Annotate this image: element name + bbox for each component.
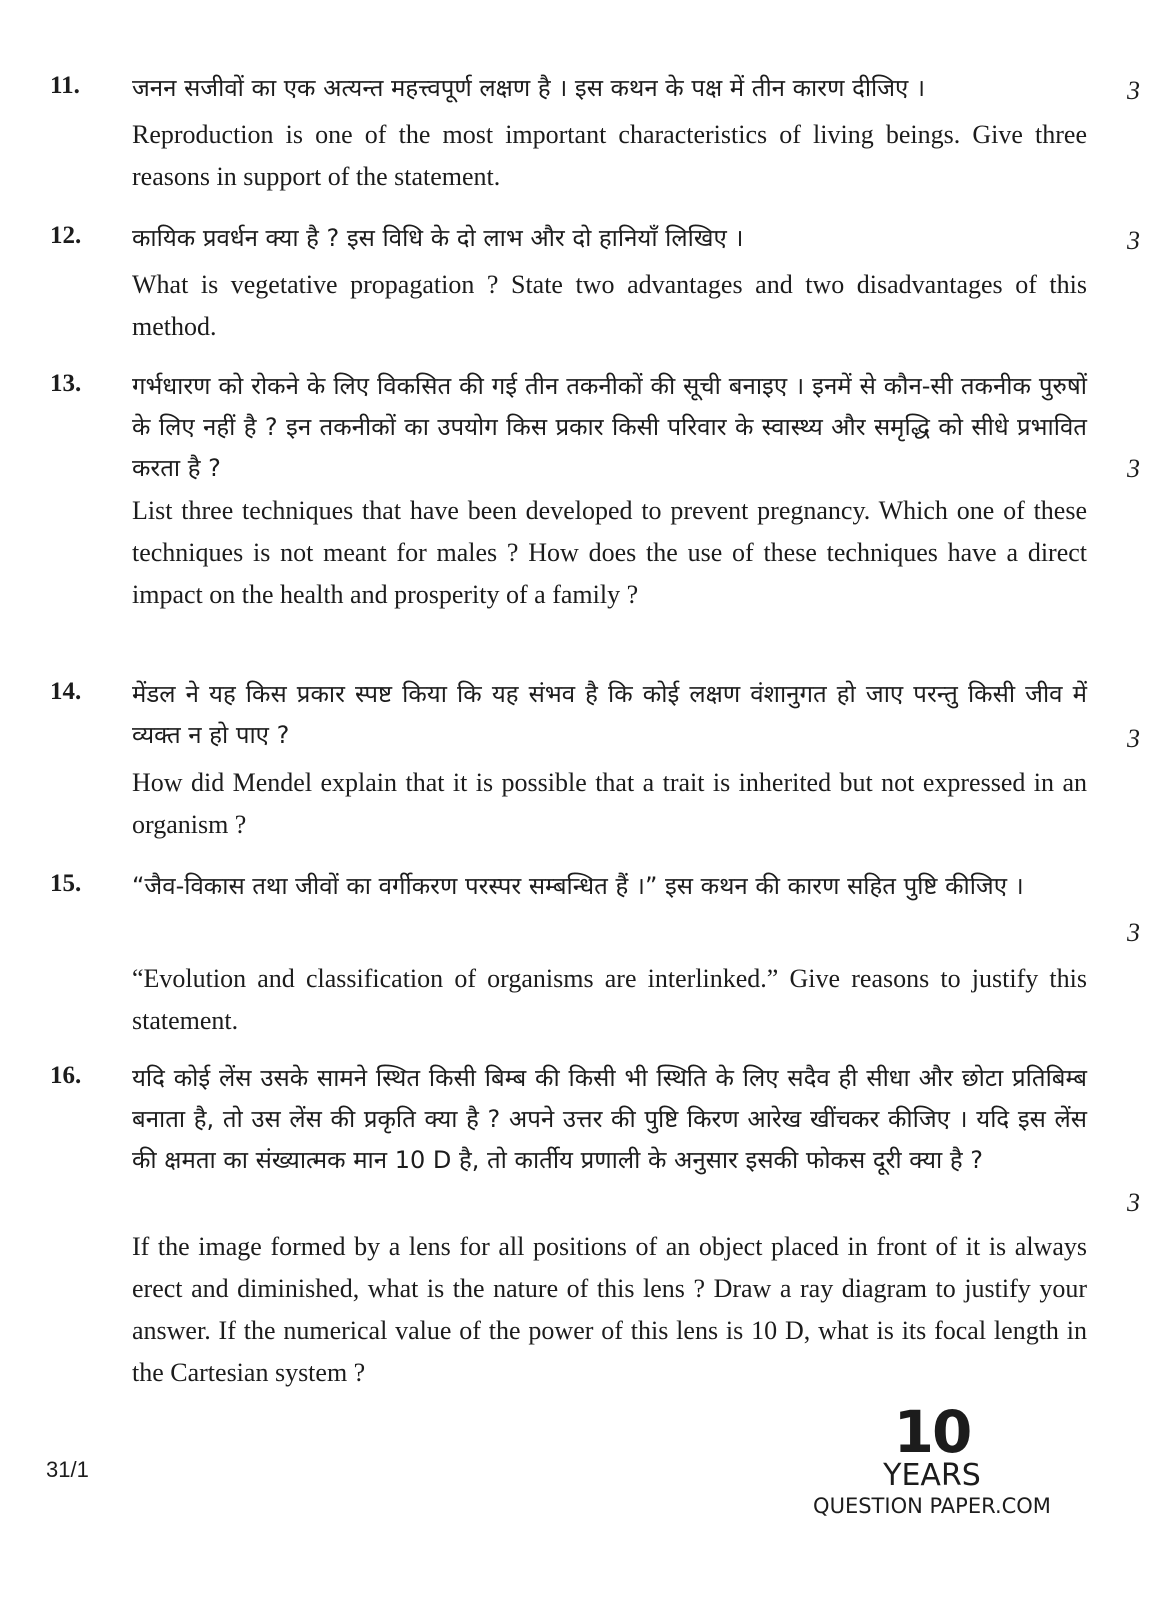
question-english-text: List three techniques that have been developed to prevent pregnancy. Which one of these techniques is not meant for males ? How does the use of these techniques have a direct impact on the health and prosperity of a family ?	[132, 496, 1087, 609]
question-hindi-text: जनन सजीवों का एक अत्यन्त महत्त्वपूर्ण लक्षण है । इस कथन के पक्ष में तीन कारण दीजिए ।	[132, 74, 926, 102]
marks: 3	[1127, 454, 1140, 483]
marks: 3	[1127, 1188, 1140, 1217]
question-hindi-text: “जैव-विकास तथा जीवों का वर्गीकरण परस्पर सम्बन्धित हैं ।” इस कथन की कारण सहित पुष्टि कीजिए ।	[132, 872, 1024, 900]
question-number: 11.	[50, 72, 80, 99]
question-english-text: “Evolution and classification of organisms are interlinked.” Give reasons to justify this statement.	[132, 964, 1087, 1035]
logo-number: 10	[893, 1398, 971, 1466]
question-english-text: If the image formed by a lens for all positions of an object placed in front of it is always erect and diminished, what is the nature of this lens ? Draw a ray diagram to justify your answer. If the numerical value of the power of this lens is 10 D, what is its focal length in the Cartesian system ?	[132, 1232, 1087, 1387]
question-number: 16.	[50, 1062, 82, 1089]
question-13	[50, 366, 1140, 656]
logo-site: QUESTION PAPER.COM	[813, 1494, 1051, 1518]
question-hindi-text: गर्भधारण को रोकने के लिए विकसित की गई तीन तकनीकों की सूची बनाइए । इनमें से कौन-सी तकनीक पुरुषों के लिए नहीं है ? इन तकनीकों का उपयोग किस प्रकार किसी परिवार के स्वास्थ्य और समृद्धि को सीधे प्रभावित करता है ?	[132, 372, 1087, 482]
question-number: 15.	[50, 870, 82, 897]
marks: 3	[1127, 724, 1140, 753]
question-number: 13.	[50, 370, 82, 397]
logo-word: YEARS	[883, 1458, 981, 1493]
question-15	[50, 866, 1140, 1036]
question-english-text: How did Mendel explain that it is possible that a trait is inherited but not expressed in an organism ?	[132, 768, 1087, 839]
marks: 3	[1127, 226, 1140, 255]
marks: 3	[1127, 76, 1140, 105]
question-number: 12.	[50, 222, 82, 249]
question-hindi-text: यदि कोई लेंस उसके सामने स्थित किसी बिम्ब की किसी भी स्थिति के लिए सदैव ही सीधा और छोटा प्रतिबिम्ब बनाता है, तो उस लेंस की प्रकृति क्या है ? अपने उत्तर की पुष्टि किरण आरेख खींचकर कीजिए । यदि इस लेंस की क्षमता का संख्यात्मक मान 10 D है, तो कार्तीय प्रणाली के अनुसार इसकी फोकस दूरी क्या है ?	[132, 1064, 1087, 1174]
site-logo	[812, 1398, 1052, 1534]
question-english-text: What is vegetative propagation ? State two advantages and two disadvantages of this method.	[132, 270, 1087, 341]
question-hindi-text: मेंडल ने यह किस प्रकार स्पष्ट किया कि यह संभव है कि कोई लक्षण वंशानुगत हो जाए परन्तु किसी जीव में व्यक्त न हो पाए ?	[132, 680, 1087, 749]
question-14	[50, 674, 1140, 844]
question-number: 14.	[50, 678, 82, 705]
question-english-text: Reproduction is one of the most important characteristics of living beings. Give three reasons in support of the statement.	[132, 120, 1087, 191]
marks: 3	[1127, 918, 1140, 947]
question-12	[50, 218, 1140, 348]
question-hindi-text: कायिक प्रवर्धन क्या है ? इस विधि के दो लाभ और दो हानियाँ लिखिए ।	[132, 224, 744, 252]
question-16	[50, 1058, 1140, 1438]
question-11	[50, 68, 1140, 198]
paper-code: 31/1	[46, 1457, 89, 1482]
